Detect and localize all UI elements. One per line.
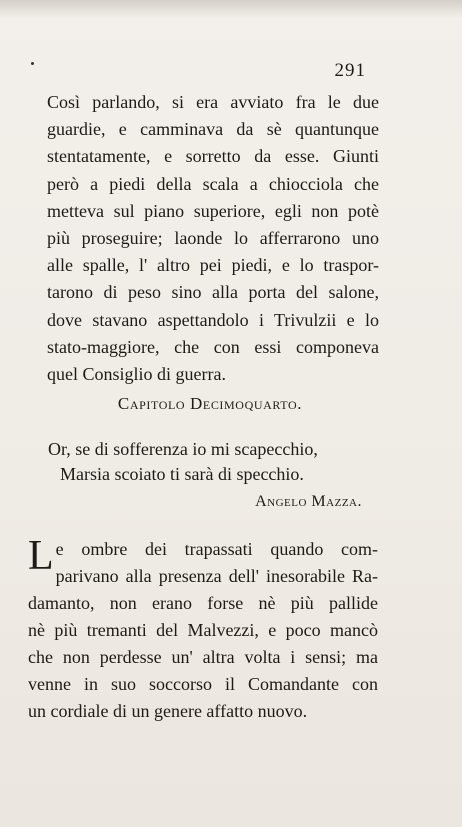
page-number: 291: [334, 60, 366, 81]
epigraph-line: Or, se di sofferenza io mi scapecchio,: [48, 439, 318, 459]
text-line: guardie, e camminava da sè quantunque: [47, 119, 379, 140]
text-line: parivano alla presenza dell' inesorabile Ra-: [55, 566, 378, 586]
text-line: alle spalle, l' altro pei piedi, e lo traspor-: [47, 255, 379, 276]
ink-speck: [31, 62, 34, 65]
text-line: quel Consiglio di guerra.: [47, 364, 226, 385]
text-line: che non perdesse un' altra volta i sensi; ma: [28, 647, 378, 667]
text-line: metteva sul piano superiore, egli non potè: [47, 200, 379, 221]
paragraph-2: [28, 533, 378, 725]
text-line: però a piedi della scala a chiocciola che: [47, 173, 379, 194]
text-line: e ombre dei trapassati quando com-: [55, 539, 378, 559]
text-line: stato-maggiore, che con essi componeva: [47, 336, 379, 357]
text-line: nè più tremanti del Malvezzi, e poco mancò: [28, 620, 378, 640]
text-line: venne in suo soccorso il Comandante con: [28, 674, 378, 694]
text-line: dove stavano aspettandolo i Trivulzii e lo: [47, 309, 379, 330]
page-top-shadow: [0, 0, 462, 18]
text-line: un cordiale di un genere affatto nuovo.: [28, 701, 308, 721]
epigraph: [48, 437, 378, 514]
text-line: damanto, non erano forse nè più pallide: [28, 593, 378, 613]
text-line: più proseguire; laonde lo afferrarono uno: [47, 228, 379, 249]
chapter-title: Capitolo Decimoquarto.: [117, 394, 303, 413]
drop-cap: L: [28, 533, 54, 579]
epigraph-author: Angelo Mazza.: [255, 493, 362, 510]
text-line: tarono di peso sino alla porta del salone,: [47, 282, 379, 303]
paragraph-1: [47, 89, 379, 388]
text-line: Così parlando, si era avviato fra le due: [47, 92, 379, 112]
text-line: stentatamente, e sorretto da esse. Giunti: [47, 146, 379, 167]
epigraph-line: Marsia scoiato ti sarà di specchio.: [60, 464, 304, 484]
